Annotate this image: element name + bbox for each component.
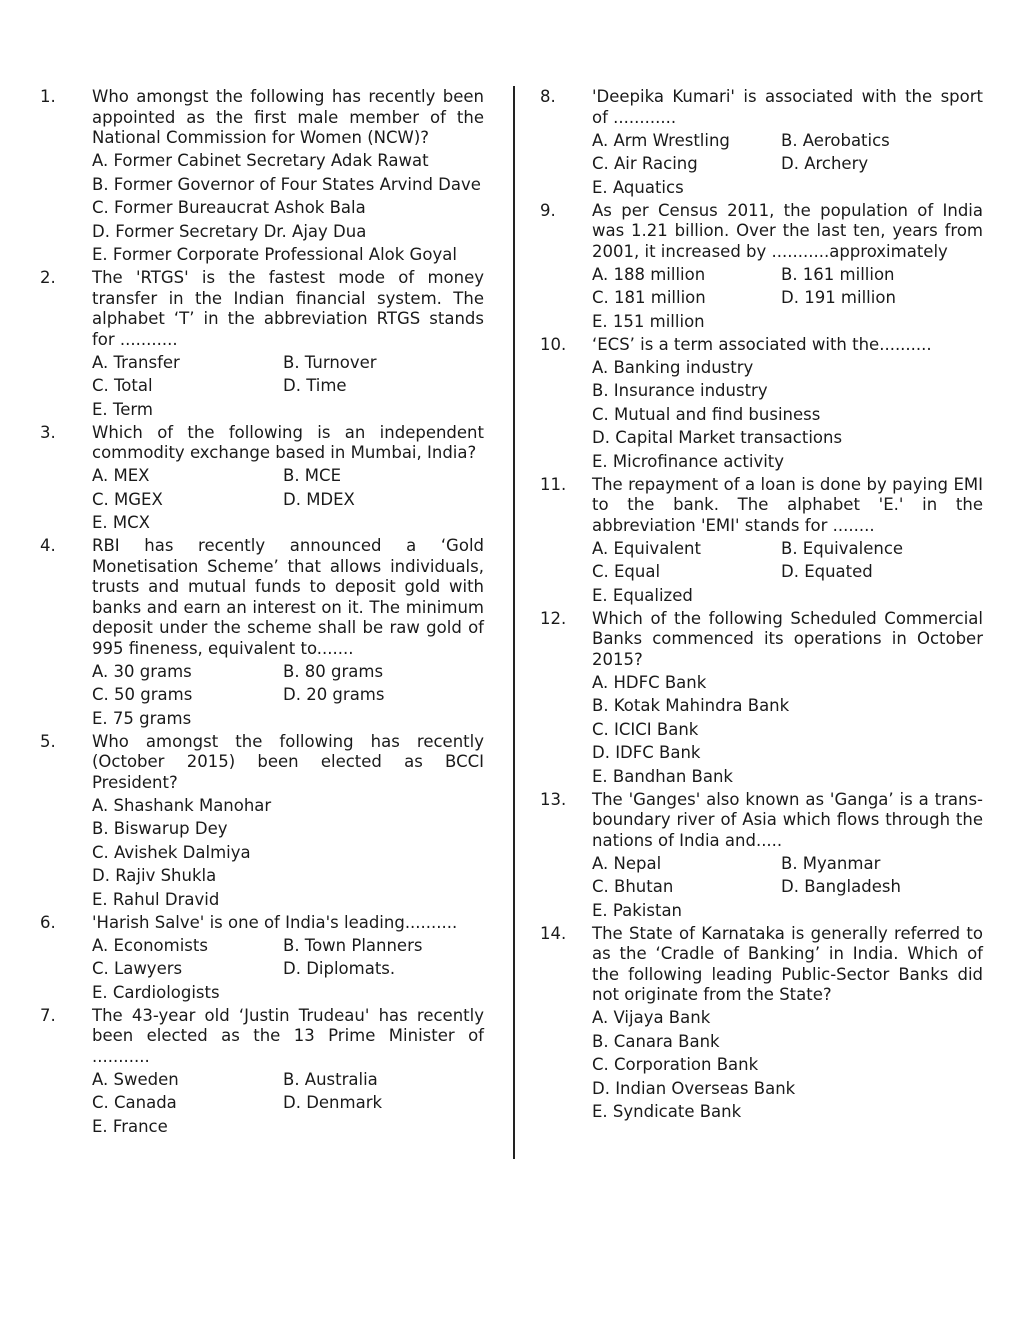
option: D. MDEX xyxy=(283,489,355,509)
question-1 xyxy=(40,86,484,267)
option: B. 161 million xyxy=(781,264,895,284)
option: C. Total xyxy=(92,376,153,395)
option: B. Insurance industry xyxy=(592,381,768,400)
option: C. Avishek Dalmiya xyxy=(92,842,251,862)
option: A. MEX xyxy=(92,466,150,485)
option: D. Archery xyxy=(781,154,869,173)
option: B. MCE xyxy=(283,466,341,485)
option: D. Time xyxy=(283,376,347,395)
question-text: Which of the following Scheduled Commercial Banks commenced its operations in October 2015? xyxy=(592,608,983,669)
option: C. 50 grams xyxy=(92,685,193,704)
option: B. Aerobatics xyxy=(781,130,890,150)
option: A. 30 grams xyxy=(92,661,192,681)
question-text: The 'RTGS' is the fastest mode of money transfer in the Indian financial system. The alphabet ‘T’ in the abbreviation RTGS stands for ........... xyxy=(92,268,484,349)
option: C. Mutual and find business xyxy=(592,404,821,424)
option: E. Cardiologists xyxy=(92,982,220,1002)
question-number: 8. xyxy=(540,87,556,106)
question-10 xyxy=(540,334,983,474)
option: E. Microfinance activity xyxy=(592,451,785,471)
option: E. Term xyxy=(92,399,153,419)
question-14 xyxy=(540,923,983,1125)
question-text: Which of the following is an independent commodity exchange based in Mumbai, India? xyxy=(92,422,484,462)
option: D. 20 grams xyxy=(283,685,385,704)
option: E. France xyxy=(92,1116,168,1136)
question-8 xyxy=(540,86,983,200)
option: B. Biswarup Dey xyxy=(92,819,228,838)
option: C. Equal xyxy=(592,562,661,581)
option: D. Rajiv Shukla xyxy=(92,866,217,885)
option: A. HDFC Bank xyxy=(592,672,707,692)
question-12 xyxy=(540,608,983,789)
option: A. Transfer xyxy=(92,352,180,372)
question-number: 7. xyxy=(40,1005,56,1025)
option: D. Capital Market transactions xyxy=(592,428,843,447)
option: B. 80 grams xyxy=(283,661,384,681)
option: B. Australia xyxy=(283,1069,378,1089)
option: E. Syndicate Bank xyxy=(592,1102,742,1121)
option: A. Nepal xyxy=(592,853,662,873)
right-column xyxy=(540,86,983,1124)
option: E. Aquatics xyxy=(592,177,684,197)
option: A. Shashank Manohar xyxy=(92,795,272,815)
option: C. ICICI Bank xyxy=(592,719,699,739)
question-number: 9. xyxy=(540,200,556,220)
question-text: The State of Karnataka is generally referred to as the ‘Cradle of Banking’ in India. Which of the following leading Public-Sector Banks did not originate from the State? xyxy=(592,923,983,1004)
question-number: 11. xyxy=(540,474,567,494)
option: A. Sweden xyxy=(92,1069,179,1089)
question-number: 12. xyxy=(540,608,567,628)
option: E. MCX xyxy=(92,513,150,532)
option: E. Former Corporate Professional Alok Goyal xyxy=(92,245,457,264)
question-11 xyxy=(540,474,983,608)
option: E. Equalized xyxy=(592,585,693,605)
option: B. Kotak Mahindra Bank xyxy=(592,696,790,715)
option: C. MGEX xyxy=(92,489,163,509)
question-text: RBI has recently announced a ‘Gold Monetisation Scheme’ that allows individuals, trusts and mutual funds to deposit gold with banks and earn an interest on it. The minimum deposit under the scheme shall be raw gold of 995 fineness, equivalent to....... xyxy=(92,536,484,658)
question-number: 4. xyxy=(40,536,56,555)
option: E. Rahul Dravid xyxy=(92,889,220,909)
question-number: 14. xyxy=(540,923,567,943)
option: B. Turnover xyxy=(283,352,377,372)
option: B. Myanmar xyxy=(781,853,881,873)
option: D. IDFC Bank xyxy=(592,743,701,762)
option: E. Pakistan xyxy=(592,900,683,920)
option: E. Bandhan Bank xyxy=(592,766,733,786)
option: C. Corporation Bank xyxy=(592,1055,759,1074)
question-text: As per Census 2011, the population of India was 1.21 billion. Over the last ten, years from 2001, it increased by ...........approximately xyxy=(592,200,983,261)
question-5 xyxy=(40,731,484,912)
question-3 xyxy=(40,422,484,536)
option: A. Equivalent xyxy=(592,538,701,558)
question-text: The repayment of a loan is done by paying EMI to the bank. The alphabet 'E.' in the abbreviation 'EMI' stands for ........ xyxy=(592,474,983,535)
question-text: 'Deepika Kumari' is associated with the sport of ............ xyxy=(592,87,983,127)
option: D. Bangladesh xyxy=(781,877,901,896)
option: C. Air Racing xyxy=(592,154,698,173)
option: A. Arm Wrestling xyxy=(592,130,730,150)
option: B. Town Planners xyxy=(283,935,423,955)
question-9 xyxy=(540,200,983,334)
question-number: 5. xyxy=(40,731,56,751)
column-divider xyxy=(513,86,515,1159)
option: D. 191 million xyxy=(781,288,896,307)
option: D. Denmark xyxy=(283,1093,383,1112)
option: E. 75 grams xyxy=(92,708,192,728)
option: A. Banking industry xyxy=(592,357,754,377)
option: D. Former Secretary Dr. Ajay Dua xyxy=(92,221,367,241)
option: B. Former Governor of Four States Arvind Dave xyxy=(92,174,481,194)
question-text: Who amongst the following has recently (October 2015) been elected as BCCI President? xyxy=(92,731,484,792)
option: C. Canada xyxy=(92,1093,177,1112)
option: D. Indian Overseas Bank xyxy=(592,1078,796,1098)
option: A. Former Cabinet Secretary Adak Rawat xyxy=(92,151,429,170)
option: C. Bhutan xyxy=(592,877,674,896)
question-text: The 'Ganges' also known as 'Ganga’ is a trans-boundary river of Asia which flows through the nations of India and..... xyxy=(592,789,983,850)
option: A. Economists xyxy=(92,935,208,955)
question-text: Who amongst the following has recently been appointed as the first male member of the National Commission for Women (NCW)? xyxy=(92,87,484,147)
question-number: 6. xyxy=(40,912,56,932)
question-number: 1. xyxy=(40,87,56,106)
option: D. Diplomats. xyxy=(283,959,396,978)
question-4 xyxy=(40,535,484,731)
question-text: 'Harish Salve' is one of India's leading.......... xyxy=(92,912,458,932)
option: C. Lawyers xyxy=(92,959,183,978)
question-text: ‘ECS’ is a term associated with the.......... xyxy=(592,334,932,354)
option: B. Equivalence xyxy=(781,538,904,558)
question-7 xyxy=(40,1005,484,1139)
question-number: 3. xyxy=(40,422,56,442)
question-number: 10. xyxy=(540,334,567,354)
option: D. Equated xyxy=(781,562,873,581)
option: E. 151 million xyxy=(592,311,705,331)
question-number: 13. xyxy=(540,789,567,809)
option: B. Canara Bank xyxy=(592,1031,720,1051)
option: A. Vijaya Bank xyxy=(592,1008,711,1027)
question-number: 2. xyxy=(40,268,56,287)
question-6 xyxy=(40,912,484,1005)
left-column xyxy=(40,86,484,1139)
question-2 xyxy=(40,267,484,422)
option: C. 181 million xyxy=(592,288,706,307)
option: C. Former Bureaucrat Ashok Bala xyxy=(92,198,366,217)
option: A. 188 million xyxy=(592,264,706,284)
question-13 xyxy=(540,789,983,923)
question-text: The 43-year old ‘Justin Trudeau' has recently been elected as the 13 Prime Minister of ........... xyxy=(92,1005,484,1066)
